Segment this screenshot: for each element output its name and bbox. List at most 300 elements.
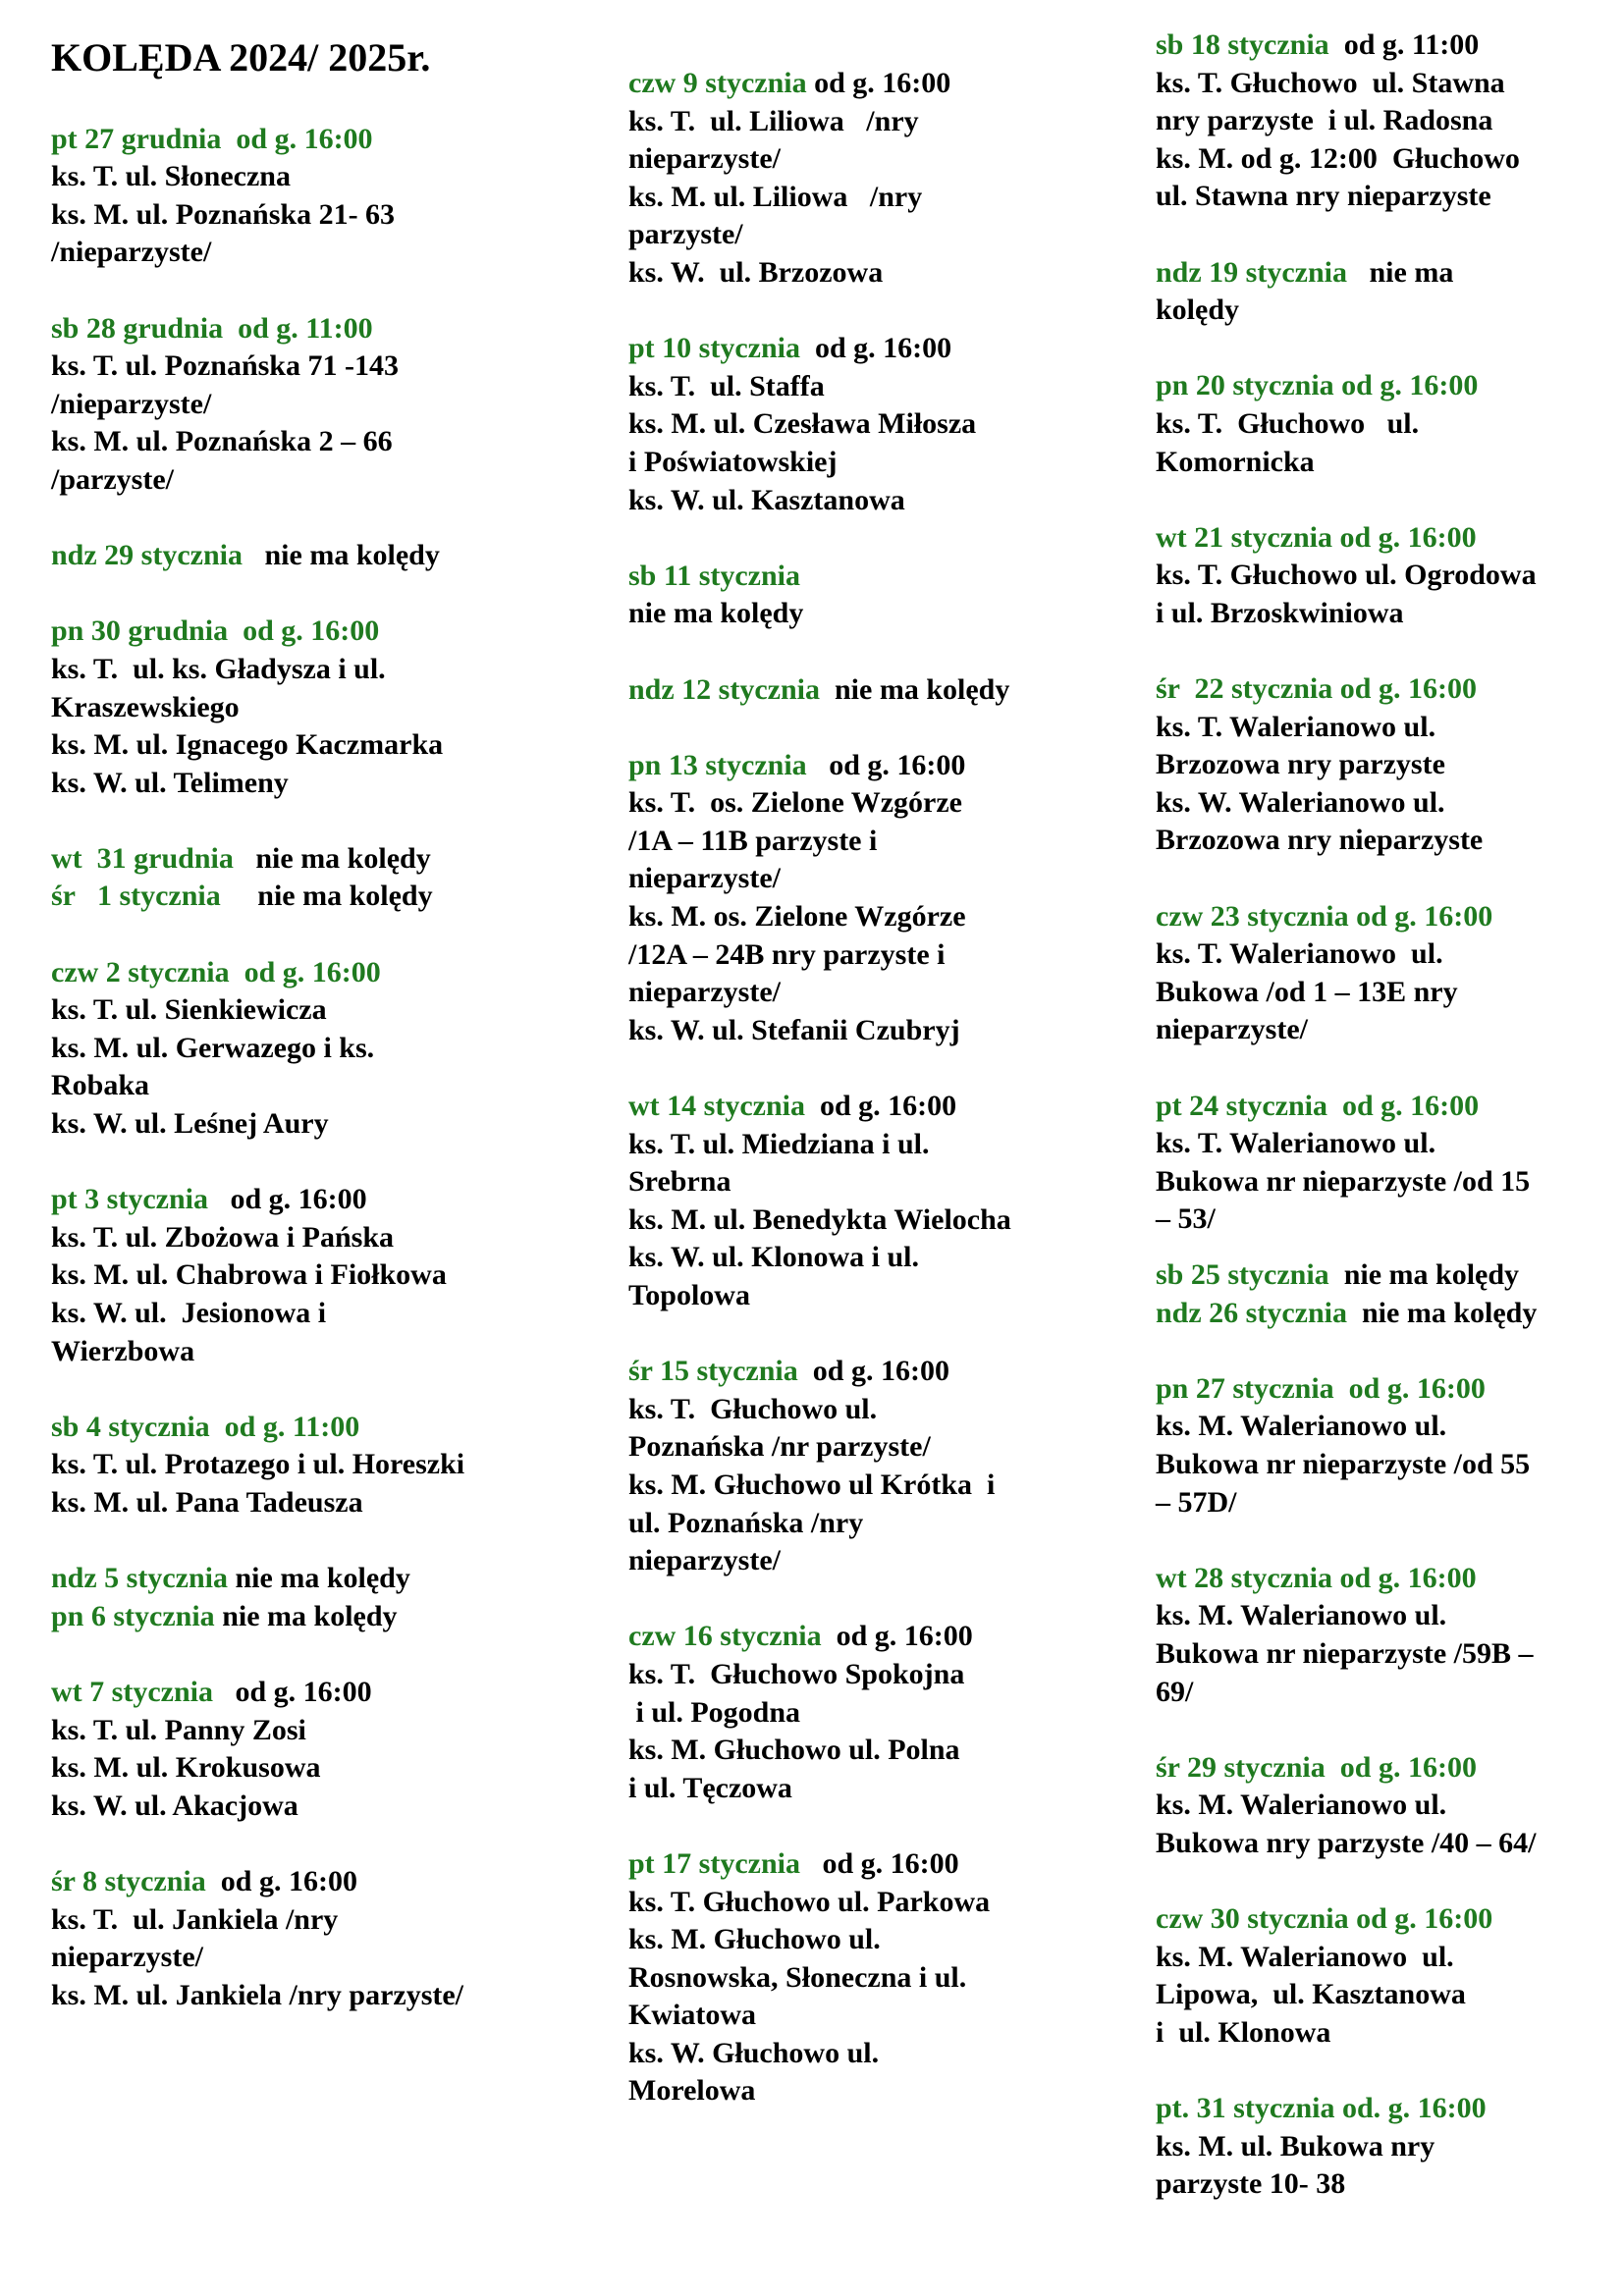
entry-line [51,1788,601,1826]
entry-text: ks. T. ul. Zbożowa i Pańska [51,1220,394,1254]
day-heading: pt 17 stycznia [628,1846,800,1880]
entry-text: /nieparzyste/ [51,387,212,420]
entry-text: nieparzyste/ [628,1544,781,1577]
entry-line [51,1446,601,1484]
spacer [1156,1863,1597,1901]
entry-text: – 57D/ [1156,1485,1237,1519]
entry-text: ul. Poznańska /nry [628,1506,864,1539]
schedule-entry [628,558,1139,633]
entry-text: ks. T. Głuchowo ul. [628,1392,878,1425]
entry-text: ks. T. ul. Liliowa /nry [628,104,919,137]
entry-text: i ul. Brzoskwiniowa [1156,596,1404,629]
entry-line [1156,670,1597,709]
entry-line [1156,1597,1597,1635]
entry-text: ks. W. ul. Stefanii Czubryj [628,1013,960,1046]
entry-text: nieparzyste/ [51,1941,203,1974]
entry-text: ks. M. os. Zielone Wzgórze [628,900,966,934]
entry-text: nieparzyste/ [1156,1013,1308,1046]
entry-text: nieparzyste/ [628,862,781,895]
entry-text: ks. M. ul. Liliowa /nry [628,180,923,213]
spacer [1156,1522,1597,1560]
day-heading: sb 25 stycznia [1156,1258,1329,1291]
entry-text: 69/ [1156,1675,1194,1708]
entry-text: nie ma kolędy [214,1599,398,1632]
entry-line [1156,746,1597,784]
schedule-entry [1156,2090,1597,2204]
entry-line [628,784,1139,823]
day-heading: sb 4 stycznia od g. 11:00 [51,1410,360,1443]
spacer [51,916,601,954]
entry-text: Brzozowa nry parzyste [1156,748,1445,781]
day-heading: czw 9 stycznia [628,67,807,99]
entry-line [1156,1825,1597,1863]
entry-line [628,1428,1139,1467]
entry-text: – 53/ [1156,1202,1216,1236]
entry-line [628,671,1139,710]
entry-text: Morelowa [628,2074,756,2108]
schedule-entry [1156,898,1597,1049]
entry-text: Bukowa nr nieparzyste /od 55 [1156,1447,1531,1480]
entry-line [1156,27,1597,65]
entry-line [1156,1201,1597,1239]
entry-text: Lipowa, ul. Kasztanowa [1156,1978,1466,2011]
entry-line [1156,1749,1597,1788]
entry-text: ks. W. ul. Jesionowa i [51,1297,327,1329]
entry-line [51,840,601,879]
entry-line [628,405,1139,444]
entry-line [51,1901,601,1940]
entry-line [51,1484,601,1522]
schedule-entry [51,121,601,272]
entry-text: Bukowa nr nieparzyste /59B – [1156,1636,1534,1670]
entry-text: ks. T. ul. Staffa [628,369,825,402]
entry-line [1156,935,1597,974]
entry-text: ks. T. ul. Protazego i ul. Horeszki [51,1448,465,1481]
entry-line [628,1921,1139,1959]
day-heading: pt. 31 stycznia od. g. 16:00 [1156,2092,1487,2125]
entry-text: od g. 16:00 [205,1864,357,1897]
entry-text: i ul. Tęczowa [628,1771,792,1804]
entry-line [1156,1939,1597,1977]
day-heading: pn 30 grudnia od g. 16:00 [51,614,380,648]
day-heading: ndz 19 stycznia [1156,255,1347,289]
entry-text: Robaka [51,1069,150,1102]
entry-line [1156,178,1597,216]
entry-text: nieparzyste/ [628,142,781,176]
entry-line [628,1732,1139,1770]
day-heading: wt 7 stycznia [51,1675,213,1708]
entry-text: ks. M. ul. Ignacego Kaczmarka [51,728,444,762]
day-heading: sb 11 stycznia [628,559,801,592]
spacer [1156,2052,1597,2090]
spacer [1156,1332,1597,1370]
entry-line [1156,974,1597,1012]
day-heading: śr 1 stycznia [51,880,221,913]
day-heading: pt 27 grudnia od g. 16:00 [51,122,373,155]
schedule-entry [51,613,601,802]
entry-line [1156,784,1597,823]
entry-text: /nieparzyste/ [51,236,212,269]
entry-line [1156,1088,1597,1126]
entry-line [628,444,1139,482]
entry-line [1156,1295,1597,1333]
entry-line [628,1163,1139,1201]
entry-line [51,1295,601,1333]
entry-line [1156,2090,1597,2128]
entry-line [628,558,1139,596]
schedule-entry [1156,1088,1597,1239]
schedule-entry [51,954,601,1144]
spacer [1156,1711,1597,1749]
entry-text: ks. T. Głuchowo ul. Parkowa [628,1885,991,1918]
spacer [1156,1049,1597,1088]
day-heading: czw 23 stycznia od g. 16:00 [1156,899,1493,933]
entry-line [1156,822,1597,860]
entry-text: ks. W. ul. Telimeny [51,766,289,799]
entry-text: i Poświatowskiej [628,445,838,478]
entry-text: nie ma kolędy [233,841,431,875]
entry-line [1156,1674,1597,1712]
day-heading: wt 28 stycznia od g. 16:00 [1156,1561,1477,1594]
entry-line [1156,1560,1597,1598]
entry-line [51,234,601,272]
entry-line [1156,1635,1597,1674]
spacer [628,1315,1139,1354]
entry-text: od g. 16:00 [821,1620,973,1653]
entry-text: ks. M. ul. Czesława Miłosza [628,407,977,441]
entry-text: nie ma kolędy [1347,1296,1538,1329]
entry-line [628,898,1139,936]
entry-text: Kraszewskiego [51,690,240,723]
entry-text: od g. 16:00 [208,1183,367,1216]
entry-line [51,310,601,348]
entry-line [1156,2128,1597,2166]
entry-line [1156,519,1597,558]
spacer [51,500,601,538]
entry-line [628,1126,1139,1164]
entry-line [1156,595,1597,633]
entry-text: nie ma [1347,255,1454,289]
day-heading: śr 15 stycznia [628,1355,798,1388]
entry-text: Bukowa /od 1 – 13E nry [1156,975,1458,1008]
entry-text: ks. M. ul. Pana Tadeusza [51,1485,363,1519]
entry-line [1156,1370,1597,1409]
schedule-entry [628,1845,1139,2110]
entry-text: i ul. Pogodna [628,1695,801,1729]
schedule-entry [628,747,1139,1050]
entry-line [51,1977,601,2015]
day-heading: pn 13 stycznia [628,748,807,781]
entry-text: nie ma kolędy [628,597,804,630]
entry-text: ks. T. ul. Miedziana i ul. [628,1127,930,1160]
entry-line [1156,405,1597,444]
entry-line [628,1542,1139,1580]
schedule-entry [1156,27,1597,216]
entry-text: parzyste 10- 38 [1156,2167,1346,2201]
schedule-entry [1156,367,1597,481]
schedule-entry [51,310,601,500]
entry-text: ks. T. ul. Jankiela /nry [51,1902,339,1936]
entry-text: ks. M. Walerianowo ul. [1156,1789,1447,1822]
entry-line [51,1939,601,1977]
schedule-entry [1156,1560,1597,1711]
entry-line [51,1333,601,1371]
entry-line [1156,1976,1597,2014]
schedule-entry [51,1409,601,1522]
entry-line [51,1105,601,1144]
day-heading: sb 18 stycznia [1156,28,1329,61]
entry-line [51,1181,601,1219]
spacer [1156,860,1597,898]
entry-text: ks. W. Walerianowo ul. [1156,785,1445,819]
day-heading: ndz 26 stycznia [1156,1296,1347,1329]
spacer [1156,1239,1597,1256]
entry-line [51,386,601,424]
entry-line [1156,140,1597,179]
entry-line [628,595,1139,633]
entry-line [51,1219,601,1257]
entry-text: /12A – 24B nry parzyste i [628,937,946,971]
spacer [1156,330,1597,368]
spacer [51,1370,601,1409]
entry-line [51,1030,601,1068]
day-heading: wt 21 stycznia od g. 16:00 [1156,520,1477,554]
day-heading: śr 8 stycznia [51,1864,206,1897]
spacer [51,1144,601,1182]
entry-text: ks. M. Głuchowo ul Krótka i [628,1468,996,1501]
spacer [51,1522,601,1561]
entry-line [1156,292,1597,330]
entry-line [51,347,601,386]
day-heading: pn 20 stycznia od g. 16:00 [1156,369,1479,402]
entry-text: ks. T. os. Zielone Wzgórze [628,786,962,820]
entry-line [628,103,1139,141]
schedule-entry [51,1863,601,2014]
column-1 [51,33,601,2014]
entry-text: ks. T. Głuchowo ul. [1156,406,1420,440]
entry-text: Bukowa nry parzyste /40 – 64/ [1156,1826,1537,1859]
entry-text: ks. T. Walerianowo ul. [1156,1127,1436,1160]
entry-line [628,823,1139,861]
entry-text: Rosnowska, Słoneczna i ul. [628,1960,967,1994]
entry-text: od g. 16:00 [806,748,966,781]
schedule-entry [51,537,601,575]
entry-line [628,254,1139,293]
day-heading: sb 28 grudnia od g. 11:00 [51,311,373,345]
spacer [51,82,601,121]
entry-line [1156,102,1597,140]
entry-text: od g. 16:00 [800,1846,959,1880]
schedule-entry [1156,670,1597,860]
entry-line [628,1656,1139,1694]
entry-line [628,1694,1139,1733]
entry-line [51,1256,601,1295]
schedule-entry [51,840,601,916]
entry-line [628,65,1139,103]
entry-line [51,423,601,461]
entry-text: ks. M. Walerianowo ul. [1156,1599,1447,1632]
spacer [628,709,1139,747]
entry-line [628,1618,1139,1656]
entry-line [1156,1446,1597,1484]
entry-line [628,330,1139,368]
entry-text: ks. T. Głuchowo ul. Ogrodowa [1156,559,1537,592]
entry-text: od g. 16:00 [804,1090,957,1123]
entry-line [1156,1011,1597,1049]
entry-text: ul. Stawna nry nieparzyste [1156,180,1491,213]
entry-text: nieparzyste/ [628,976,781,1009]
schedule-entry [1156,254,1597,330]
entry-line [628,2072,1139,2110]
entry-text: Topolowa [628,1279,750,1311]
spacer [628,1580,1139,1619]
entry-line [1156,1408,1597,1446]
spacer [51,575,601,614]
column-3 [1156,27,1597,2204]
entry-text: ks. M. Głuchowo ul. Polna [628,1734,960,1767]
entry-text: ks. W. ul. Akacjowa [51,1789,298,1822]
entry-line [628,2035,1139,2073]
entry-line [628,1884,1139,1922]
entry-text: ks. W. Głuchowo ul. [628,2036,880,2069]
spacer [1156,633,1597,671]
entry-line [628,1391,1139,1429]
entry-text: Brzozowa nry nieparzyste [1156,824,1484,857]
entry-line [628,747,1139,785]
spacer [628,1807,1139,1845]
entry-line [628,216,1139,254]
entry-line [51,954,601,992]
entry-line [51,158,601,196]
entry-line [51,1067,601,1105]
entry-text: ks. M. ul. Chabrowa i Fiołkowa [51,1258,447,1292]
spacer [1156,216,1597,254]
entry-text: i ul. Klonowa [1156,2015,1331,2049]
column-2 [628,65,1139,2110]
entry-text: ks. T. ul. Panny Zosi [51,1713,306,1746]
entry-line [628,1201,1139,1240]
day-heading: pt 3 stycznia [51,1183,208,1216]
schedule-entry [51,1181,601,1370]
entry-line [51,121,601,159]
schedule-entry [1156,1900,1597,2052]
entry-line [628,1277,1139,1315]
entry-text: ks. T. Głuchowo Spokojna [628,1657,965,1690]
schedule-entry [628,1353,1139,1580]
entry-text: ks. M. Głuchowo ul. [628,1923,881,1956]
entry-text: kolędy [1156,294,1240,327]
entry-line [1156,557,1597,595]
entry-text: ks. T. Walerianowo ul. [1156,710,1436,743]
entry-line [51,196,601,235]
entry-line [628,140,1139,179]
entry-line [628,936,1139,975]
entry-text: ks. W. ul. Klonowa i ul. [628,1241,919,1274]
entry-line [1156,2014,1597,2053]
entry-text: nie ma kolędy [243,539,440,572]
entry-line [1156,709,1597,747]
schedule-entry [628,671,1139,710]
entry-text: /1A – 11B parzyste i [628,824,878,857]
schedule-entry [628,1088,1139,1315]
entry-text: /parzyste/ [51,462,174,496]
entry-text: ks. M. od g. 12:00 Głuchowo [1156,141,1520,175]
schedule-entry [1156,1256,1597,1332]
day-heading: czw 30 stycznia od g. 16:00 [1156,1902,1493,1936]
entry-text: ks. T. ul. Poznańska 71 -143 [51,349,399,383]
entry-text: od g. 16:00 [800,332,952,365]
day-heading: czw 16 stycznia [628,1620,822,1653]
day-heading: pn 6 stycznia [51,1599,215,1632]
entry-text: ks. W. ul. Brzozowa [628,255,884,289]
entry-text: od g. 11:00 [1328,28,1480,61]
schedule-entry [1156,519,1597,633]
entry-line [628,1088,1139,1126]
entry-line [51,1749,601,1788]
spacer [628,633,1139,671]
entry-line [628,1353,1139,1391]
day-heading: śr 29 stycznia od g. 16:00 [1156,1750,1477,1784]
entry-line [51,765,601,803]
spacer [1156,481,1597,519]
entry-text: Komornicka [1156,445,1315,478]
entry-line [628,974,1139,1012]
day-heading: wt 31 grudnia [51,841,234,875]
day-heading: pt 24 stycznia od g. 16:00 [1156,1089,1480,1122]
entry-text: ks. T. ul. ks. Gładysza i ul. [51,652,386,685]
schedule-entry [51,1674,601,1825]
entry-line [1156,444,1597,482]
entry-text: nie ma kolędy [228,1562,410,1595]
entry-text: od g. 16:00 [212,1675,372,1708]
entry-line [628,179,1139,217]
entry-text: od g. 16:00 [806,67,951,99]
entry-line [51,1674,601,1712]
day-heading: pn 27 stycznia od g. 16:00 [1156,1371,1486,1405]
entry-line [628,1467,1139,1505]
entry-text: ks. W. ul. Leśnej Aury [51,1107,329,1141]
entry-line [51,1712,601,1750]
entry-line [628,1239,1139,1277]
entry-line [51,651,601,689]
spacer [628,519,1139,558]
page-title: KOLĘDA 2024/ 2025r. [51,35,431,80]
entry-text: ks. M. ul. Gerwazego i ks. [51,1031,375,1064]
day-heading: ndz 5 stycznia [51,1562,228,1595]
entry-line [51,461,601,500]
entry-line [628,1845,1139,1884]
entry-line [628,1959,1139,1998]
entry-text: ks. T. Walerianowo ul. [1156,937,1443,971]
schedule-entry [51,1560,601,1635]
entry-line [51,991,601,1030]
entry-line [628,368,1139,406]
entry-line [1156,1787,1597,1825]
entry-line [628,1012,1139,1050]
entry-line [628,1770,1139,1808]
schedule-entry [628,1618,1139,1807]
entry-text: Bukowa nr nieparzyste /od 15 [1156,1164,1531,1198]
entry-text: parzyste/ [628,218,743,251]
entry-text: Wierzbowa [51,1334,195,1367]
schedule-entry [1156,1749,1597,1863]
entry-line [628,860,1139,898]
entry-line [51,613,601,651]
spacer [628,1049,1139,1088]
entry-line [51,1560,601,1598]
day-heading: czw 2 stycznia od g. 16:00 [51,955,381,988]
entry-text: nie ma kolędy [1328,1258,1520,1291]
